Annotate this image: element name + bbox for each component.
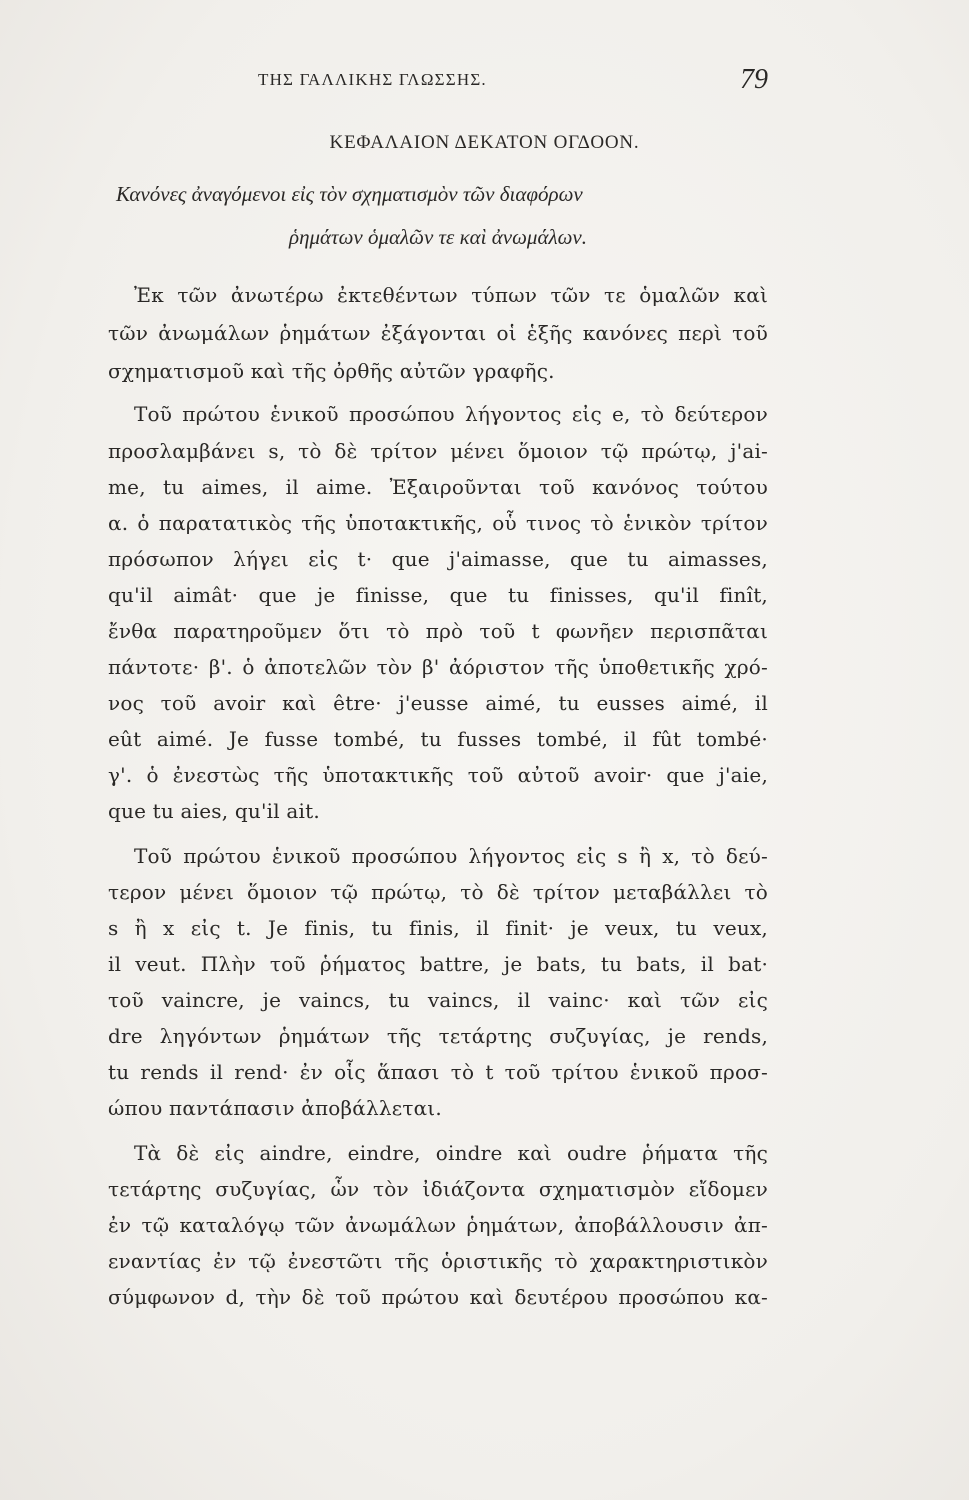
text-line: τῶν ἀνωμάλων ῥημάτων ἐξάγονται οἱ ἑξῆς κανόνες περὶ τοῦ [108, 321, 768, 345]
running-header [108, 64, 768, 104]
text-line: σύμφωνον d, τὴν δὲ τοῦ πρώτου καὶ δευτέρου προσώπου κα- [108, 1285, 768, 1309]
text-line: eût aimé. Je fusse tombé, tu fusses tombé, il fût tombé· [108, 727, 768, 751]
text-line: τοῦ vaincre, je vaincs, tu vaincs, il vainc· καὶ τῶν εἰς [108, 988, 768, 1012]
text-line: s ἢ x εἰς t. Je finis, tu finis, il finit· je veux, tu veux, [108, 916, 768, 940]
text-line: εναντίας ἐν τῷ ἐνεστῶτι τῆς ὁριστικῆς τὸ χαρακτηριστικὸν [108, 1249, 768, 1273]
text-line: πρόσωπον λήγει εἰς t· que j'aimasse, que tu aimasses, [108, 547, 768, 571]
running-title: ΤΗΣ ΓΑΛΛΙΚΗΣ ΓΛΩΣΣΗΣ. [258, 70, 487, 89]
chapter-heading: ΚΕΦΑΛΑΙΟΝ ΔΕΚΑΤΟΝ ΟΓΔΟΟΝ. [329, 132, 640, 153]
text-line: ἐν τῷ καταλόγῳ τῶν ἀνωμάλων ῥημάτων, ἀποβάλλουσιν ἀπ- [108, 1213, 768, 1237]
chapter-subtitle-line-2: ῥημάτων ὁμαλῶν τε καὶ ἀνωμάλων. [289, 225, 587, 249]
text-line: que tu aies, qu'il ait. [108, 799, 320, 823]
text-line: σχηματισμοῦ καὶ τῆς ὀρθῆς αὐτῶν γραφῆς. [108, 359, 555, 383]
text-line: ώπου παντάπασιν ἀποβάλλεται. [108, 1096, 442, 1120]
text-line: α. ὁ παρατατικὸς τῆς ὑποτακτικῆς, οὗ τινος τὸ ἑνικὸν τρίτον [108, 511, 768, 535]
text-line: γ'. ὁ ἐνεστὼς τῆς ὑποτακτικῆς τοῦ αὐτοῦ avoir· que j'aie, [108, 763, 768, 787]
text-line: dre ληγόντων ῥημάτων τῆς τετάρτης συζυγίας, je rends, [108, 1024, 768, 1048]
text-line: νος τοῦ avoir καὶ être· j'eusse aimé, tu eusses aimé, il [108, 691, 768, 715]
text-line: qu'il aimât· que je finisse, que tu finisses, qu'il finît, [108, 583, 768, 607]
text-line: Ἐκ τῶν ἀνωτέρω ἐκτεθέντων τύπων τῶν τε ὁμαλῶν καὶ [134, 283, 768, 307]
text-line: τετάρτης συζυγίας, ὧν τὸν ἰδιάζοντα σχηματισμὸν εἴδομεν [108, 1177, 768, 1201]
text-line: il veut. Πλὴν τοῦ ῥήματος battre, je bats, tu bats, il bat· [108, 952, 768, 976]
text-line: Τοῦ πρώτου ἑνικοῦ προσώπου λήγοντος εἰς s ἢ x, τὸ δεύ- [134, 844, 768, 868]
text-line: me, tu aimes, il aime. Ἐξαιροῦνται τοῦ κανόνος τούτου [108, 475, 768, 499]
text-line: πάντοτε· β'. ὁ ἀποτελῶν τὸν β' ἀόριστον τῆς ὑποθετικῆς χρό- [108, 655, 768, 679]
text-line: προσλαμβάνει s, τὸ δὲ τρίτον μένει ὅμοιον τῷ πρώτῳ, j'ai- [108, 439, 768, 463]
page-number: 79 [740, 64, 768, 95]
text-line: ἔνθα παρατηροῦμεν ὅτι τὸ πρὸ τοῦ t φωνῆεν περισπᾶται [108, 619, 768, 643]
text-line: tu rends il rend· ἐν οἷς ἅπασι τὸ t τοῦ τρίτου ἑνικοῦ προσ- [108, 1060, 768, 1084]
text-line: Τὰ δὲ εἰς aindre, eindre, oindre καὶ oudre ῥήματα τῆς [134, 1141, 768, 1165]
text-line: τερον μένει ὅμοιον τῷ πρώτῳ, τὸ δὲ τρίτον μεταβάλλει τὸ [108, 880, 768, 904]
text-line: Τοῦ πρώτου ἑνικοῦ προσώπου λήγοντος εἰς e, τὸ δεύτερον [134, 402, 768, 426]
chapter-subtitle-line-1: Κανόνες ἀναγόμενοι εἰς τὸν σχηματισμὸν τῶν διαφόρων [116, 182, 583, 206]
